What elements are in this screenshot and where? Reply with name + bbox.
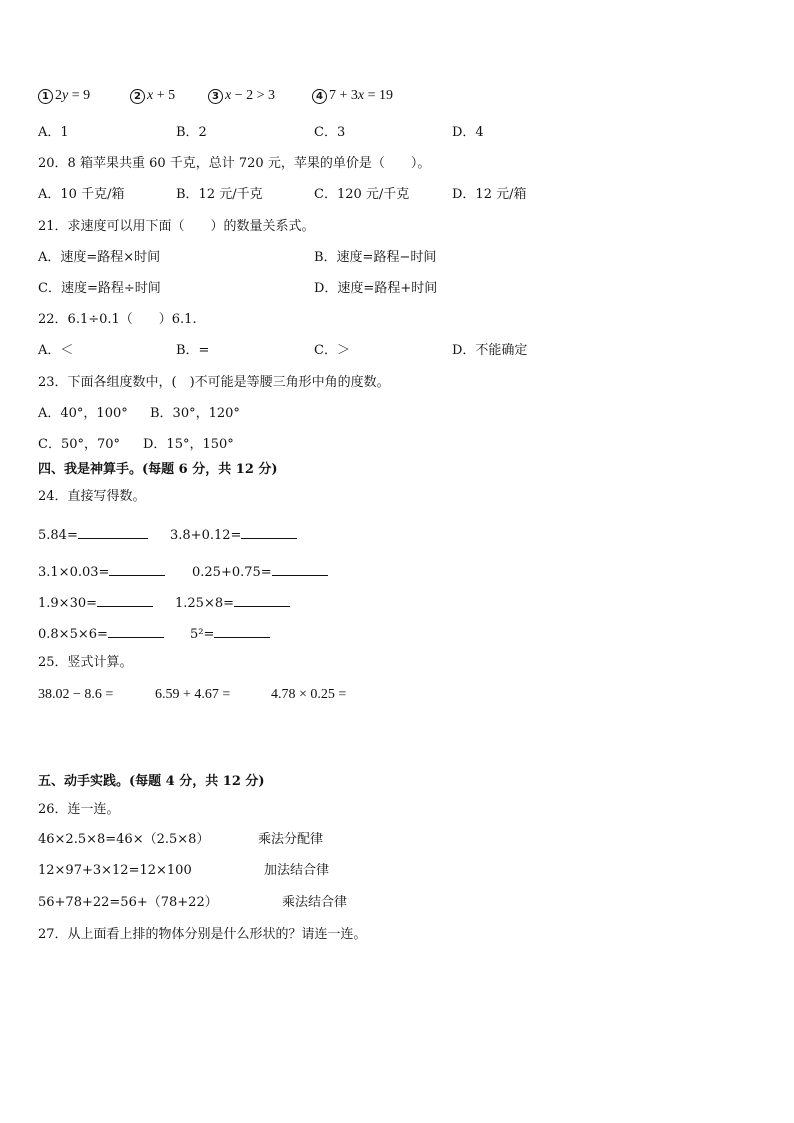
answer-blank[interactable] [234, 594, 290, 607]
vertical-calc-1: 38.02 − 8.6 = [38, 687, 114, 702]
calc-item [38, 625, 164, 643]
calc-expression: 5.84= [38, 528, 78, 543]
q20-option-a[interactable]: A．10 千克/箱 [38, 187, 125, 202]
section-4-title: 四、我是神算手。(每题 6 分，共 12 分) [38, 462, 278, 477]
calc-item [170, 526, 297, 544]
formula-variable: x [357, 88, 365, 103]
calc-item [175, 594, 290, 612]
match-law-3[interactable]: 乘法结合律 [282, 895, 348, 910]
section-5-title: 五、动手实践。(每题 4 分，共 12 分) [38, 774, 265, 789]
calc-expression: 3.1×0.03= [38, 565, 110, 580]
match-law-1[interactable]: 乘法分配律 [258, 832, 324, 847]
q23-option-a[interactable]: A．40°，100° [38, 406, 128, 421]
q20-option-d[interactable]: D．12 元/箱 [452, 187, 527, 202]
formula-part: = 9 [68, 88, 91, 103]
q22-option-c[interactable]: C．＞ [314, 343, 350, 358]
formula-variable: x [147, 88, 154, 103]
q21-option-c[interactable]: C．速度=路程÷时间 [38, 281, 161, 296]
answer-blank[interactable] [241, 526, 297, 539]
q21-option-b[interactable]: B．速度=路程−时间 [314, 250, 437, 265]
q19-option-a[interactable]: A．1 [38, 125, 69, 140]
formula-3 [208, 88, 275, 104]
q23-option-b[interactable]: B．30°，120° [150, 406, 240, 421]
formula-2 [130, 88, 175, 104]
answer-blank[interactable] [97, 594, 153, 607]
formula-part: = 19 [364, 88, 394, 103]
calc-item [38, 526, 148, 544]
answer-blank[interactable] [214, 625, 270, 638]
q27-question: 27．从上面看上排的物体分别是什么形状的？请连一连。 [38, 927, 367, 942]
q23-option-d[interactable]: D．15°，150° [143, 437, 234, 452]
formula-part: + 5 [153, 88, 176, 103]
q22-question: 22．6.1÷0.1（ ）6.1. [38, 312, 197, 327]
q22-option-b[interactable]: B．= [176, 343, 210, 358]
q21-question: 21．求速度可以用下面（ ）的数量关系式。 [38, 219, 315, 234]
calc-expression: 0.25+0.75= [192, 565, 272, 580]
match-expression-1[interactable]: 46×2.5×8=46×（2.5×8） [38, 832, 210, 847]
formula-part: − 2 > 3 [231, 88, 276, 103]
formula-variable: y [62, 88, 69, 103]
match-expression-3[interactable]: 56+78+22=56+（78+22） [38, 895, 218, 910]
answer-blank[interactable] [108, 625, 164, 638]
vertical-calc-2: 6.59 + 4.67 = [155, 687, 231, 702]
calc-expression: 1.9×30= [38, 596, 98, 611]
answer-blank[interactable] [78, 526, 148, 539]
q20-option-b[interactable]: B．12 元/千克 [176, 187, 263, 202]
formula-variable: x [225, 88, 232, 103]
calc-item [38, 563, 165, 581]
vertical-calc-3: 4.78 × 0.25 = [271, 687, 347, 702]
formula-1 [38, 88, 90, 104]
circled-number: 2 [130, 89, 145, 104]
q25-question: 25．竖式计算。 [38, 655, 133, 670]
q23-option-c[interactable]: C．50°，70° [38, 437, 121, 452]
formula-part: 2 [55, 88, 62, 103]
q21-option-a[interactable]: A．速度=路程×时间 [38, 250, 161, 265]
q22-option-a[interactable]: A．＜ [38, 343, 74, 358]
answer-blank[interactable] [272, 563, 328, 576]
calc-expression: 1.25×8= [175, 596, 235, 611]
match-law-2[interactable]: 加法结合律 [264, 863, 330, 878]
answer-blank[interactable] [109, 563, 165, 576]
q23-question: 23．下面各组度数中，( )不可能是等腰三角形中角的度数。 [38, 375, 390, 390]
q22-option-d[interactable]: D．不能确定 [452, 343, 528, 358]
calc-expression: 3.8+0.12= [170, 528, 242, 543]
circled-number: 4 [312, 89, 327, 104]
q19-option-d[interactable]: D．4 [452, 125, 484, 140]
calc-item [38, 594, 153, 612]
q19-option-c[interactable]: C．3 [314, 125, 346, 140]
q19-option-b[interactable]: B．2 [176, 125, 207, 140]
circled-number: 1 [38, 89, 53, 104]
q20-option-c[interactable]: C．120 元/千克 [314, 187, 410, 202]
calc-item [190, 625, 270, 643]
q20-question: 20．8 箱苹果共重 60 千克，总计 720 元，苹果的单价是（ ）。 [38, 156, 431, 171]
formula-part: 7 + 3 [329, 88, 358, 103]
calc-item [192, 563, 328, 581]
circled-number: 3 [208, 89, 223, 104]
q24-question: 24．直接写得数。 [38, 489, 146, 504]
q21-option-d[interactable]: D．速度=路程+时间 [314, 281, 438, 296]
calc-expression: 5²= [190, 627, 215, 642]
formula-4 [312, 88, 393, 104]
calc-expression: 0.8×5×6= [38, 627, 108, 642]
match-expression-2[interactable]: 12×97+3×12=12×100 [38, 863, 192, 878]
q26-question: 26．连一连。 [38, 802, 120, 817]
